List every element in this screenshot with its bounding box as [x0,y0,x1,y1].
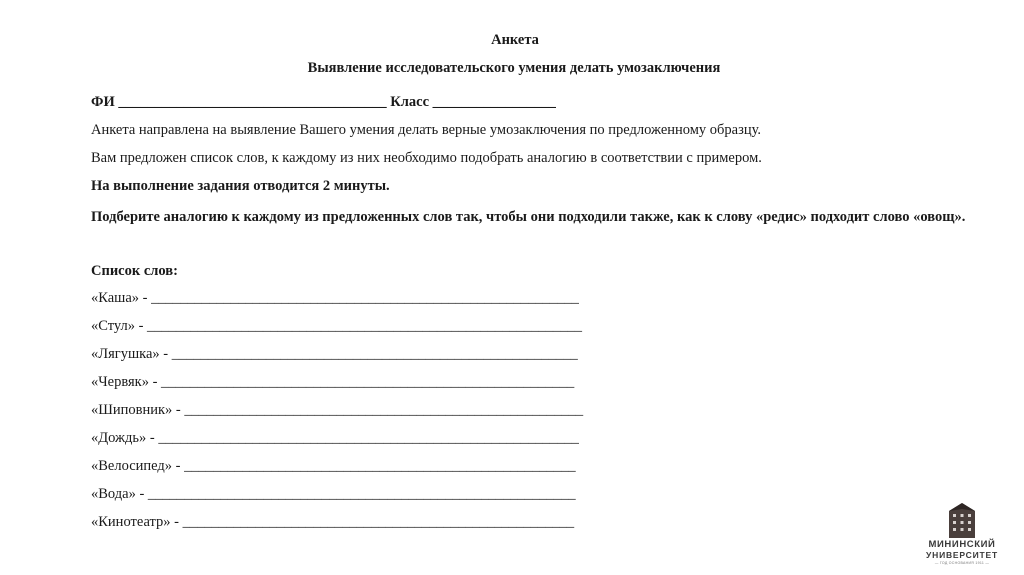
list-item: «Червяк» - _________________________________________________________ [91,374,575,390]
tower-emblem-icon [947,502,977,540]
list-item: «Кинотеатр» - ______________________________________________________ [91,514,575,530]
list-item: «Лягушка» - ________________________________________________________ [91,346,578,362]
minin-university-logo [912,500,1012,570]
logo-name-line2: УНИВЕРСИТЕТ [926,550,998,560]
time-note: На выполнение задания отводится 2 минуты. [91,178,390,194]
name-class-line: ФИ _____________________________________ Класс _________________ [91,94,556,110]
intro-paragraph-2: Вам предложен список слов, к каждому из них необходимо подобрать аналогию в соответствии с примером. [91,150,762,166]
intro-paragraph-1: Анкета направлена на выявление Вашего умения делать верные умозаключения по предложенному образцу. [91,122,762,138]
list-item: «Шиповник» - _______________________________________________________ [91,402,584,418]
instruction-paragraph: Подберите аналогию к каждому из предложенных слов так, чтобы они подходили также, как к слову «редис» подходит слово «овощ». [91,209,966,225]
list-item: «Вода» - ___________________________________________________________ [91,486,576,502]
logo-tagline: — ГОД ОСНОВАНИЯ 1911 — [934,561,990,565]
document-subtitle: Выявление исследовательского умения делать умозаключения [307,60,721,76]
list-item: «Велосипед» - ______________________________________________________ [91,458,576,474]
document-title: Анкета [491,32,539,48]
logo-name-line1: МИНИНСКИЙ [928,539,996,550]
list-heading: Список слов: [91,263,178,279]
list-item: «Стул» - ____________________________________________________________ [91,318,583,334]
list-item: «Дождь» - __________________________________________________________ [91,430,579,446]
list-item: «Каша» - ___________________________________________________________ [91,290,579,306]
